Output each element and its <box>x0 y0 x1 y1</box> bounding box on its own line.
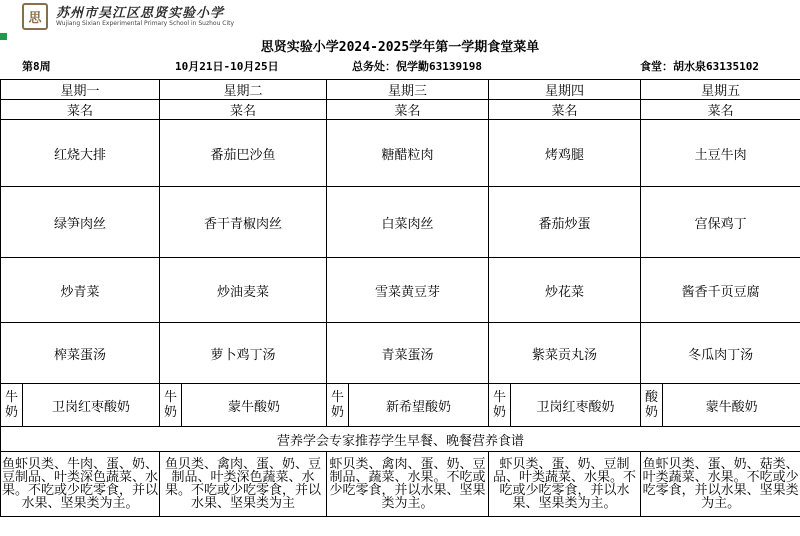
dish-cell: 萝卜鸡丁汤 <box>160 323 327 384</box>
dish-cell: 炒花菜 <box>489 258 641 323</box>
dish-cell: 紫菜贡丸汤 <box>489 323 641 384</box>
weekday-header: 星期二 <box>160 80 327 100</box>
nutrition-tip: 虾贝类、禽肉、蛋、奶、豆制品、蔬菜、水果。不吃或少吃零食，并以水果、坚果类为主。 <box>327 452 489 517</box>
dish-row <box>1 323 800 384</box>
page-title: 思贤实验小学2024-2025学年第一学期食堂菜单 <box>260 40 540 55</box>
dish-cell: 土豆牛肉 <box>641 120 800 187</box>
milk-item: 蒙牛酸奶 <box>182 384 327 427</box>
weekday-header: 星期一 <box>1 80 160 100</box>
milk-item: 蒙牛酸奶 <box>663 384 800 427</box>
dish-row <box>1 187 800 258</box>
nutrition-heading: 营养学会专家推荐学生早餐、晚餐营养食谱 <box>1 427 800 452</box>
weekday-row <box>1 80 800 100</box>
milk-label: 酸奶 <box>641 384 663 427</box>
dish-cell: 榨菜蛋汤 <box>1 323 160 384</box>
general-affairs-contact: 总务处：倪学勤63139198 <box>352 60 482 73</box>
school-header <box>0 0 800 34</box>
milk-row <box>1 384 800 427</box>
dish-cell: 番茄巴沙鱼 <box>160 120 327 187</box>
milk-label: 牛奶 <box>160 384 182 427</box>
milk-label: 牛奶 <box>1 384 23 427</box>
school-logo-icon: 思 <box>22 3 48 30</box>
nutrition-tip: 鱼虾贝类、蛋、奶、菇类、叶类蔬菜、水果。不吃或少吃零食，并以水果、坚果类为主。 <box>641 452 800 517</box>
dish-cell: 酱香千页豆腐 <box>641 258 800 323</box>
dish-cell: 白菜肉丝 <box>327 187 489 258</box>
nutrition-heading-row <box>1 427 800 452</box>
milk-item: 卫岗红枣酸奶 <box>511 384 641 427</box>
dish-cell: 番茄炒蛋 <box>489 187 641 258</box>
dish-cell: 烤鸡腿 <box>489 120 641 187</box>
dish-cell: 炒油麦菜 <box>160 258 327 323</box>
dish-column-label: 菜名 <box>641 100 800 120</box>
dish-cell: 红烧大排 <box>1 120 160 187</box>
nutrition-tip: 鱼虾贝类、牛肉、蛋、奶、豆制品、叶类深色蔬菜、水果。不吃或少吃零食，并以水果、坚果类为主。 <box>1 452 160 517</box>
weekday-header: 星期五 <box>641 80 800 100</box>
canteen-contact: 食堂：胡水泉63135102 <box>640 60 759 73</box>
weekday-header: 星期三 <box>327 80 489 100</box>
nutrition-row <box>1 452 800 517</box>
dish-column-label: 菜名 <box>489 100 641 120</box>
dish-cell: 绿笋肉丝 <box>1 187 160 258</box>
dish-column-label: 菜名 <box>1 100 160 120</box>
school-name-en: Wujiang Sixian Experimental Primary School in Suzhou City <box>56 20 235 27</box>
school-name: 苏州市吴江区思贤实验小学 <box>56 6 225 21</box>
nutrition-tip: 虾贝类、蛋、奶、豆制品、叶类蔬菜、水果。不吃或少吃零食，并以水果、坚果类为主。 <box>489 452 641 517</box>
dish-cell: 糖醋粒肉 <box>327 120 489 187</box>
dish-row <box>1 258 800 323</box>
weekday-header: 星期四 <box>489 80 641 100</box>
dish-cell: 青菜蛋汤 <box>327 323 489 384</box>
milk-item: 新希望酸奶 <box>349 384 489 427</box>
dish-cell: 炒青菜 <box>1 258 160 323</box>
date-range: 10月21日-10月25日 <box>175 60 279 73</box>
dish-cell: 冬瓜肉丁汤 <box>641 323 800 384</box>
dish-cell: 宫保鸡丁 <box>641 187 800 258</box>
nutrition-tip: 鱼贝类、禽肉、蛋、奶、豆制品、叶类深色蔬菜、水果。不吃或少吃零食，并以水果、坚果类为主 <box>160 452 327 517</box>
column-label-row <box>1 100 800 120</box>
week-number: 第8周 <box>22 60 51 73</box>
dish-cell: 雪菜黄豆芽 <box>327 258 489 323</box>
dish-column-label: 菜名 <box>327 100 489 120</box>
dish-column-label: 菜名 <box>160 100 327 120</box>
dish-cell: 香干青椒肉丝 <box>160 187 327 258</box>
milk-label: 牛奶 <box>327 384 349 427</box>
menu-table <box>0 79 800 517</box>
milk-item: 卫岗红枣酸奶 <box>23 384 160 427</box>
milk-label: 牛奶 <box>489 384 511 427</box>
dish-row <box>1 120 800 187</box>
